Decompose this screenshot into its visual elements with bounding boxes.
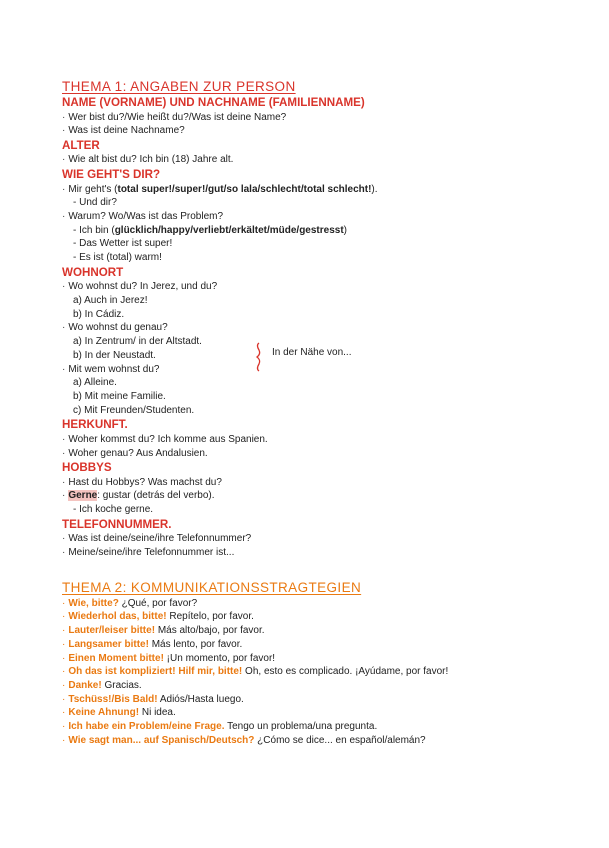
bullet: ·	[62, 597, 66, 609]
strategy-item	[62, 652, 582, 666]
bullet: ·	[62, 680, 66, 691]
name-line-1: · Wer bist du?/Wie heißt du?/Was ist deine Name?	[62, 111, 287, 123]
strategy-spanish: Más lento, por favor.	[148, 638, 243, 650]
strategy-item	[62, 720, 582, 734]
strategy-spanish: ¡Un momento, por favor!	[163, 652, 276, 664]
name-line-2: · Was ist deine Nachname?	[62, 125, 185, 137]
hobbys-heading: HOBBYS	[62, 461, 112, 475]
name-heading: NAME (VORNAME) UND NACHNAME (FAMILIENNAME)	[62, 96, 365, 109]
wie-gehts-line-4: - Ich bin (glücklich/happy/verliebt/erkältet/müde/gestresst)	[73, 224, 348, 236]
strategy-german: Wiederhol das, bitte!	[68, 611, 167, 623]
wohnort-line-8: a) Alleine.	[73, 377, 117, 389]
wie-gehts-line-3: · Warum? Wo/Was ist das Problem?	[62, 211, 224, 223]
strategy-spanish: ¿Qué, por favor?	[118, 597, 198, 609]
bullet: ·	[62, 652, 66, 664]
thema2-list	[62, 597, 582, 748]
strategy-item	[62, 679, 582, 693]
wie-gehts-line-5: - Das Wetter ist super!	[73, 238, 173, 250]
strategy-item	[62, 610, 582, 624]
strategy-german: Keine Ahnung!	[68, 707, 140, 719]
wohnort-line-4: · Wo wohnst du genau?	[62, 322, 168, 334]
strategy-spanish: Gracias.	[101, 680, 142, 691]
hobbys-line-2: · Gerne: gustar (detrás del verbo).	[62, 490, 215, 502]
strategy-spanish: Ni idea.	[139, 707, 176, 719]
telefon-line-2: · Meine/seine/ihre Telefonnummer ist...	[62, 547, 235, 559]
strategy-item	[62, 693, 582, 707]
thema2-title: THEMA 2: KOMMUNIKATIONSSTRAGTEGIEN	[62, 579, 362, 595]
strategy-spanish: Más alto/bajo, por favor.	[155, 625, 265, 637]
wie-gehts-line-2: - Und dir?	[73, 197, 117, 209]
herkunft-line-1: · Woher kommst du? Ich komme aus Spanien.	[62, 433, 268, 445]
strategy-spanish: Repítelo, por favor.	[166, 611, 254, 623]
strategy-spanish: Tengo un problema/una pregunta.	[224, 721, 378, 733]
bullet: ·	[62, 638, 66, 650]
strategy-item	[62, 597, 582, 611]
bullet: ·	[62, 734, 66, 746]
herkunft-line-2: · Woher genau? Aus Andalusien.	[62, 447, 208, 459]
telefon-heading: TELEFONNUMMER.	[62, 517, 172, 531]
strategy-german: Einen Moment bitte!	[68, 652, 164, 664]
telefon-line-1: · Was ist deine/seine/ihre Telefonnummer?	[62, 533, 252, 545]
wohnort-line-2: a) Auch in Jerez!	[73, 295, 148, 307]
bullet: ·	[62, 693, 66, 705]
strategy-item	[62, 734, 582, 748]
wohnort-line-1: · Wo wohnst du? In Jerez, und du?	[62, 281, 218, 293]
bullet: ·	[62, 707, 66, 719]
strategy-spanish: Adiós/Hasta luego.	[157, 693, 244, 705]
strategy-german: Wie sagt man... auf Spanisch/Deutsch?	[68, 734, 255, 746]
strategy-german: Ich habe ein Problem/eine Frage.	[68, 721, 225, 733]
strategy-item	[62, 665, 582, 679]
alter-line-1: · Wie alt bist du? Ich bin (18) Jahre alt.	[62, 154, 234, 166]
hobbys-line-1: · Hast du Hobbys? Was machst du?	[62, 476, 222, 488]
highlight-gerne: Gerne	[68, 490, 98, 502]
strategy-german: Oh das ist kompliziert! Hilf mir, bitte!	[68, 666, 243, 678]
strategy-item	[62, 624, 582, 638]
alter-heading: ALTER	[62, 138, 100, 152]
hobbys-line-3: - Ich koche gerne.	[73, 504, 154, 516]
wohnort-line-9: b) Mit meine Familie.	[73, 390, 166, 402]
strategy-spanish: ¿Cómo se dice... en español/alemán?	[254, 734, 426, 746]
bullet: ·	[62, 721, 66, 733]
brace-note: In der Nähe von...	[272, 347, 352, 358]
wohnort-line-5: a) In Zentrum/ in der Altstadt.	[73, 336, 202, 348]
wohnort-line-10: c) Mit Freunden/Studenten.	[73, 404, 195, 416]
bullet: ·	[62, 666, 66, 678]
bullet: ·	[62, 625, 66, 637]
strategy-item	[62, 638, 582, 652]
strategy-german: Wie, bitte?	[68, 597, 119, 609]
strategy-item	[62, 706, 582, 720]
strategy-german: Danke!	[68, 680, 102, 691]
wie-gehts-line-1: · Mir geht's (total super!/super!/gut/so lala/schlecht/total schlecht!).	[62, 183, 378, 195]
wohnort-line-6: b) In der Neustadt.	[73, 349, 156, 361]
wohnort-line-7: · Mit wem wohnst du?	[62, 363, 160, 375]
strategy-german: Langsamer bitte!	[68, 638, 149, 650]
document-page	[62, 79, 582, 748]
curly-brace-icon	[255, 342, 265, 372]
wie-gehts-line-6: - Es ist (total) warm!	[73, 252, 162, 264]
herkunft-heading: HERKUNFT.	[62, 418, 128, 432]
wohnort-heading: WOHNORT	[62, 265, 124, 279]
wohnort-line-3: b) In Cádiz.	[73, 308, 125, 320]
strategy-spanish: Oh, esto es complicado. ¡Ayúdame, por favor!	[242, 666, 449, 678]
bullet: ·	[62, 611, 66, 623]
strategy-german: Tschüss!/Bis Bald!	[68, 693, 158, 705]
thema1-title: THEMA 1: ANGABEN ZUR PERSON	[62, 79, 296, 94]
wie-gehts-heading: WIE GEHT'S DIR?	[62, 168, 161, 182]
strategy-german: Lauter/leiser bitte!	[68, 625, 156, 637]
